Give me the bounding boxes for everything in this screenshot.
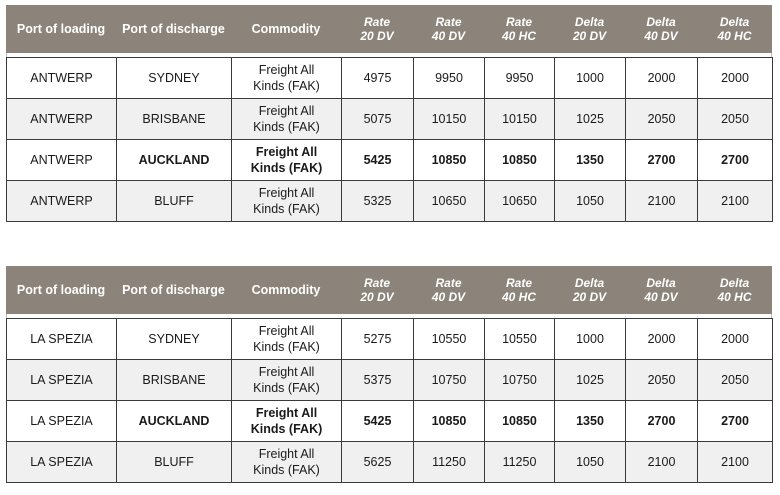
table-row [7,140,773,181]
cell-pol: LA SPEZIA [7,319,117,360]
cell-delta-20dv: 1000 [555,319,626,360]
cell-pod: AUCKLAND [117,140,232,181]
cell-rate-40hc: 10850 [485,401,555,442]
cell-delta-40hc: 2000 [698,58,773,99]
cell-rate-40dv: 10550 [414,319,485,360]
cell-pod: BRISBANE [117,99,232,140]
header-delta-40dv: Delta 40 DV [644,276,678,304]
cell-rate-20dv: 5425 [342,401,414,442]
cell-rate-40hc: 10150 [485,99,555,140]
rates-body [6,318,773,483]
cell-commodity: Freight All Kinds (FAK) [232,99,342,140]
table-row [7,58,773,99]
cell-delta-40dv: 2000 [626,319,698,360]
cell-commodity: Freight All Kinds (FAK) [232,319,342,360]
cell-pol: ANTWERP [7,99,117,140]
cell-pol: LA SPEZIA [7,360,117,401]
cell-rate-20dv: 5275 [342,319,414,360]
header-delta-20dv: Delta 20 DV [572,15,607,43]
cell-delta-40dv: 2000 [626,58,698,99]
cell-delta-40dv: 2700 [626,140,698,181]
header-port-of-loading: Port of loading [16,283,106,297]
header-rate-20dv: Rate 20 DV [360,276,394,304]
cell-rate-40hc: 10750 [485,360,555,401]
cell-delta-40dv: 2050 [626,360,698,401]
cell-delta-20dv: 1000 [555,58,626,99]
table-row [7,99,773,140]
cell-rate-40dv: 9950 [414,58,485,99]
header-rate-40dv: Rate 40 DV [431,276,466,304]
header-rate-40dv: Rate 40 DV [431,15,466,43]
table-row [7,360,773,401]
cell-delta-20dv: 1050 [555,442,626,483]
cell-delta-40hc: 2100 [698,181,773,222]
cell-pod: BLUFF [117,442,232,483]
cell-delta-40dv: 2700 [626,401,698,442]
cell-rate-40dv: 11250 [414,442,485,483]
cell-pod: BLUFF [117,181,232,222]
cell-commodity: Freight All Kinds (FAK) [232,181,342,222]
cell-rate-40dv: 10650 [414,181,485,222]
cell-pol: LA SPEZIA [7,401,117,442]
cell-pod: AUCKLAND [117,401,232,442]
table-row [7,319,773,360]
table-row [7,181,773,222]
cell-rate-40hc: 10850 [485,140,555,181]
rates-body [6,57,773,222]
header-rate-40hc: Rate 40 HC [501,276,536,304]
cell-rate-40hc: 10550 [485,319,555,360]
cell-rate-40dv: 10850 [414,140,485,181]
cell-rate-20dv: 4975 [342,58,414,99]
cell-rate-40hc: 11250 [485,442,555,483]
cell-pol: ANTWERP [7,140,117,181]
table-row [7,401,773,442]
header-delta-20dv: Delta 20 DV [572,276,607,304]
header-port-of-discharge: Port of discharge [122,283,225,297]
cell-commodity: Freight All Kinds (FAK) [232,140,342,181]
cell-delta-40dv: 2100 [626,181,698,222]
header-rate-20dv: Rate 20 DV [360,15,394,43]
cell-commodity: Freight All Kinds (FAK) [232,401,342,442]
header-delta-40dv: Delta 40 DV [644,15,678,43]
cell-pod: BRISBANE [117,360,232,401]
header-delta-40hc: Delta 40 HC [717,15,752,43]
cell-delta-40hc: 2000 [698,319,773,360]
cell-delta-20dv: 1350 [555,140,626,181]
header-port-of-discharge: Port of discharge [122,22,225,36]
cell-delta-40hc: 2050 [698,99,773,140]
cell-pod: SYDNEY [117,58,232,99]
table-row [7,442,773,483]
cell-pol: LA SPEZIA [7,442,117,483]
cell-rate-20dv: 5325 [342,181,414,222]
cell-delta-40dv: 2050 [626,99,698,140]
cell-pol: ANTWERP [7,181,117,222]
cell-rate-40dv: 10150 [414,99,485,140]
cell-delta-40hc: 2050 [698,360,773,401]
cell-rate-40hc: 10650 [485,181,555,222]
cell-pod: SYDNEY [117,319,232,360]
cell-commodity: Freight All Kinds (FAK) [232,58,342,99]
cell-rate-40hc: 9950 [485,58,555,99]
header-rate-40hc: Rate 40 HC [501,15,536,43]
rate-table-antwerp [6,5,772,222]
cell-delta-40hc: 2700 [698,140,773,181]
cell-commodity: Freight All Kinds (FAK) [232,360,342,401]
header-commodity: Commodity [251,22,321,36]
cell-rate-20dv: 5375 [342,360,414,401]
header-port-of-loading: Port of loading [16,22,106,36]
cell-rate-20dv: 5075 [342,99,414,140]
cell-delta-40hc: 2700 [698,401,773,442]
header-delta-40hc: Delta 40 HC [717,276,752,304]
cell-delta-40hc: 2100 [698,442,773,483]
cell-rate-20dv: 5425 [342,140,414,181]
cell-delta-20dv: 1025 [555,360,626,401]
cell-delta-20dv: 1350 [555,401,626,442]
cell-delta-40dv: 2100 [626,442,698,483]
rate-table-la-spezia [6,266,772,483]
cell-commodity: Freight All Kinds (FAK) [232,442,342,483]
cell-rate-20dv: 5625 [342,442,414,483]
cell-rate-40dv: 10850 [414,401,485,442]
cell-rate-40dv: 10750 [414,360,485,401]
table-header [6,266,772,314]
cell-delta-20dv: 1025 [555,99,626,140]
header-commodity: Commodity [251,283,321,297]
cell-delta-20dv: 1050 [555,181,626,222]
cell-pol: ANTWERP [7,58,117,99]
table-header [6,5,772,53]
